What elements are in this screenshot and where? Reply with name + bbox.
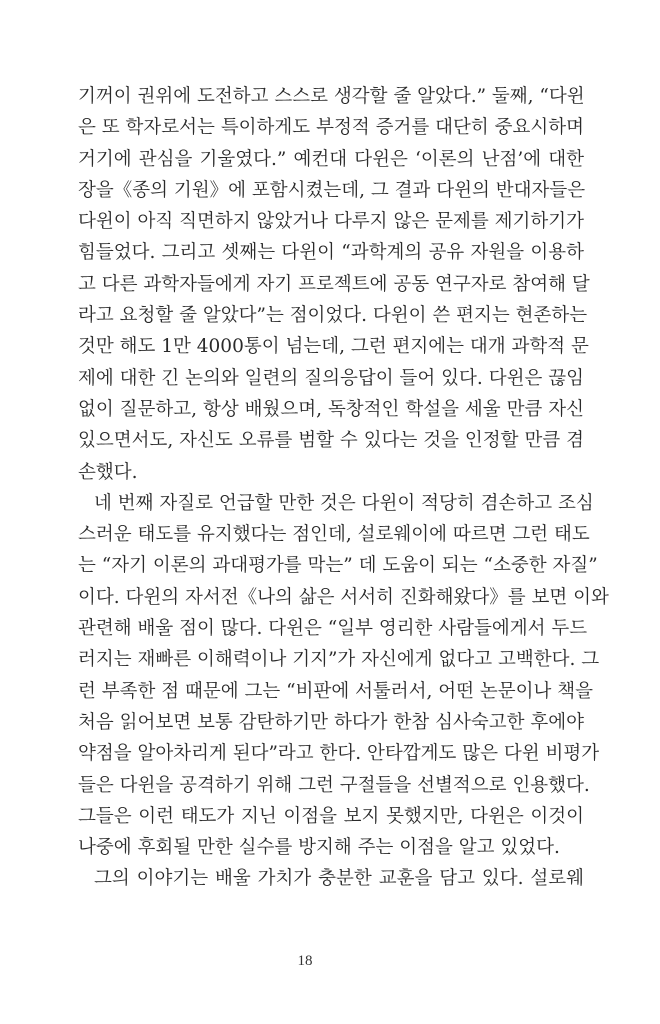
text-line: 그들은 이런 태도가 지닌 이점을 보지 못했지만, 다윈은 이것이	[78, 805, 584, 827]
text-line: 기꺼이 권위에 도전하고 스스로 생각할 줄 알았다.” 둘째, “다윈	[78, 86, 585, 107]
text-line: 힘들었다. 그리고 셋째는 다윈이 “과학계의 공유 자원을 이용하	[78, 242, 584, 264]
text-line: 런 부족한 점 때문에 그는 “비판에 서툴러서, 어떤 논문이나 책을	[78, 680, 594, 702]
text-line: 그의 이야기는 배울 가치가 충분한 교훈을 담고 있다. 설로웨	[94, 868, 584, 890]
text-line: 러지는 재빠른 이해력이나 기지”가 자신에게 없다고 고백한다. 그	[78, 649, 600, 671]
text-line: 없이 질문하고, 항상 배웠으며, 독창적인 학설을 세울 만큼 자신	[78, 398, 584, 420]
text-line: 것만 해도 1만 4000통이 넘는데, 그런 편지에는 대개 과학적 문	[78, 336, 589, 358]
text-line: 은 또 학자로서는 특이하게도 부정적 증거를 대단히 중요시하며	[78, 117, 584, 139]
text-line: 장을《종의 기원》에 포함시켰는데, 그 결과 다윈의 반대자들은	[78, 179, 586, 201]
text-line: 들은 다윈을 공격하기 위해 그런 구절들을 선별적으로 인용했다.	[78, 774, 590, 796]
text-line: 고 다른 과학자들에게 자기 프로젝트에 공동 연구자로 참여해 달	[78, 273, 590, 295]
text-line: 거기에 관심을 기울였다.” 예컨대 다윈은 ‘이론의 난점’에 대한	[78, 148, 584, 170]
text-line: 네 번째 자질로 언급할 만한 것은 다윈이 적당히 겸손하고 조심	[94, 492, 594, 514]
text-line: 약점을 알아차리게 된다”라고 한다. 안타깝게도 많은 다윈 비평가	[78, 743, 600, 765]
text-line: 있으면서도, 자신도 오류를 범할 수 있다는 것을 인정할 만큼 겸	[78, 430, 584, 452]
text-line: 관련해 배울 점이 많다. 다윈은 “일부 영리한 사람들에게서 두드	[78, 618, 588, 640]
body-text	[78, 81, 609, 895]
text-line: 스러운 태도를 유지했다는 점인데, 설로웨이에 따르면 그런 태도	[78, 524, 590, 546]
text-line: 처음 읽어보면 보통 감탄하기만 하다가 한참 심사숙고한 후에야	[78, 711, 584, 733]
page-number: 18	[297, 953, 313, 969]
text-line: 다윈이 아직 직면하지 않았거나 다루지 않은 문제를 제기하기가	[78, 211, 584, 233]
text-line: 제에 대한 긴 논의와 일련의 질의응답이 들어 있다. 다윈은 끊임	[78, 367, 584, 389]
text-line: 이다. 다윈의 자서전《나의 삶은 서서히 진화해왔다》를 보면 이와	[78, 586, 609, 608]
text-line: 나중에 후회될 만한 실수를 방지해 주는 이점을 알고 있었다.	[78, 837, 560, 859]
text-line: 손했다.	[78, 461, 138, 483]
text-line: 라고 요청할 줄 알았다”는 점이었다. 다윈이 쓴 편지는 현존하는	[78, 305, 588, 327]
text-line: 는 “자기 이론의 과대평가를 막는” 데 도움이 되는 “소중한 자질”	[78, 555, 598, 577]
